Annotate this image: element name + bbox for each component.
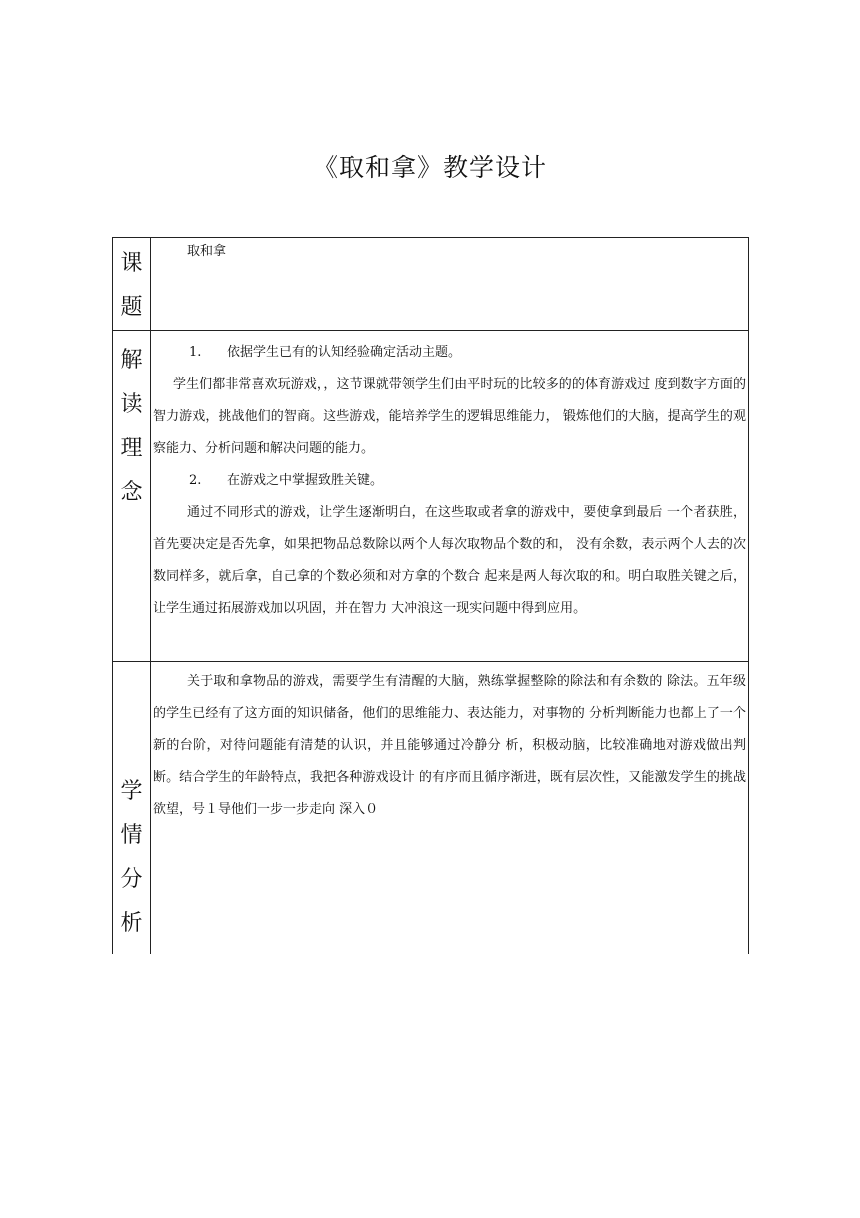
analysis-label-char: 情 bbox=[120, 823, 143, 848]
concept-label-char: 理 bbox=[120, 436, 143, 461]
concept-label-char: 解 bbox=[120, 348, 143, 373]
subject-value: 取和拿 bbox=[151, 238, 749, 331]
concept-row bbox=[113, 331, 749, 662]
analysis-label-char: 分 bbox=[120, 867, 143, 892]
subject-label-cell bbox=[113, 238, 151, 331]
analysis-label-char: 析 bbox=[120, 911, 143, 936]
analysis-label-cell bbox=[113, 662, 151, 954]
concept-label-cell bbox=[113, 331, 151, 662]
document-title: 《取和拿》教学设计 bbox=[312, 153, 547, 182]
lesson-plan-table bbox=[112, 237, 749, 954]
concept-paragraph-2: 通过不同形式的游戏，让学生逐渐明白，在这些取或者拿的游戏中，要使拿到最后 一个者获胜，首先要决定是否先拿，如果把物品总数除以两个人每次取物品个数的和， 没有余数，表示两个人去的次数同样多，就后拿，自己拿的个数必须和对方拿的个数合 起来是两人每次取的和。明白取胜关键之后，让学生通过拓展游戏加以巩固，并在智力 大冲浪这一现实问题中得到应用。 bbox=[153, 505, 746, 616]
analysis-label-char: 学 bbox=[120, 779, 143, 804]
concept-label-char: 读 bbox=[120, 392, 143, 417]
item-text: 依据学生已有的认知经验确定活动主题。 bbox=[227, 345, 462, 360]
concept-label-char: 念 bbox=[120, 480, 143, 505]
concept-content bbox=[151, 331, 749, 662]
subject-label-char: 题 bbox=[120, 295, 143, 320]
concept-item-2 bbox=[153, 465, 746, 497]
analysis-content bbox=[151, 662, 749, 954]
concept-paragraph-1: 学生们都非常喜欢玩游戏，，这节课就带领学生们由平时玩的比较多的的体育游戏过 度到数字方面的智力游戏，挑战他们的智商。这些游戏，能培养学生的逻辑思维能力， 锻炼他们的大脑，提高学生的观察能力、分析问题和解决问题的能力。 bbox=[153, 377, 746, 456]
analysis-paragraph: 关于取和拿物品的游戏，需要学生有清醒的大脑，熟练掌握整除的除法和有余数的 除法。五年级的学生已经有了这方面的知识储备，他们的思维能力、表达能力，对事物的 分析判断能力也都上了一个新的台阶，对待问题能有清楚的认识，并且能够通过冷静分 析，积极动脑，比较准确地对游戏做出判断。结合学生的年龄特点，我把各种游戏设计 的有序而且循序渐进，既有层次性，又能激发学生的挑战欲望，号１导他们一步一步走向 深入０ bbox=[153, 674, 746, 817]
subject-row bbox=[113, 238, 749, 331]
subject-label-char: 课 bbox=[120, 251, 143, 276]
item-number: 1. bbox=[189, 345, 202, 360]
analysis-row bbox=[113, 662, 749, 954]
concept-item-1 bbox=[153, 337, 746, 369]
item-number: 2. bbox=[189, 473, 202, 488]
item-text: 在游戏之中掌握致胜关键。 bbox=[227, 473, 384, 488]
